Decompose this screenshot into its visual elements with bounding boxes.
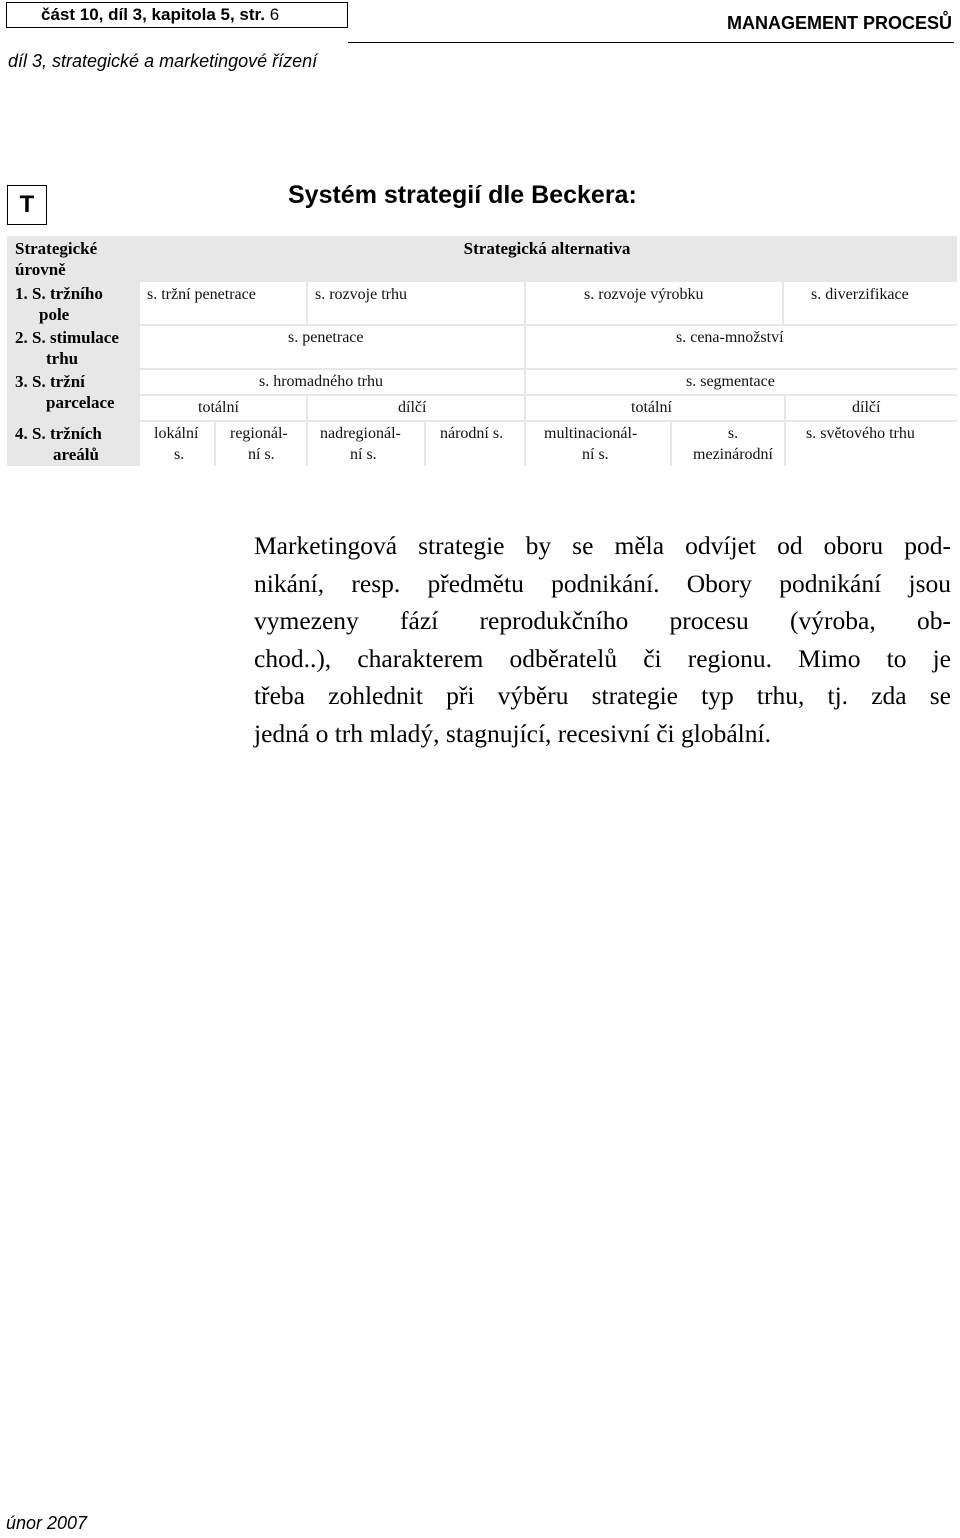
- table-cell: [308, 422, 424, 466]
- cell-line: ní s.: [582, 446, 609, 463]
- becker-strategy-table: [7, 236, 957, 466]
- table-cell: totální: [140, 396, 306, 420]
- cell-line: ní s.: [350, 446, 377, 463]
- row-label-line: 4. S. tržních: [15, 424, 102, 443]
- table-cell: dílčí: [308, 396, 524, 420]
- table-cell: s. segmentace: [526, 370, 957, 394]
- table-cell: s. penetrace: [140, 326, 524, 368]
- table-title: Systém strategií dle Beckera:: [288, 181, 637, 209]
- book-title: MANAGEMENT PROCESŮ: [726, 13, 952, 33]
- cell-line: s.: [727, 425, 739, 442]
- page-number: 6: [269, 5, 280, 24]
- footer-date: únor 2007: [6, 1513, 88, 1533]
- table-cell: s. cena-množství: [526, 326, 957, 368]
- table-cell: [672, 422, 784, 466]
- table-cell: s. diverzifikace: [784, 282, 957, 324]
- row-label-market-stimulation: [7, 326, 137, 370]
- table-cell: [786, 422, 957, 466]
- cell-line: mezinárodní: [693, 446, 773, 463]
- levels-header: [7, 236, 137, 282]
- section-subtitle: díl 3, strategické a marketingové řízení: [8, 51, 318, 71]
- cell-line: regionál-: [230, 425, 288, 442]
- row-label-line: pole: [39, 305, 70, 324]
- paragraph-line: Marketingová strategie by se měla odvíjet od oboru pod-: [254, 531, 951, 560]
- table-cell: [526, 422, 670, 466]
- row-label-line: 3. S. tržní: [15, 372, 85, 391]
- row-label-market-field: [7, 282, 137, 326]
- alternatives-header: Strategická alternativa: [463, 239, 631, 258]
- paragraph-line: vymezeny fází reprodukčního procesu (výroba, ob-: [254, 606, 951, 635]
- cell-line: nadregionál-: [320, 425, 401, 442]
- row-label-line: 1. S. tržního: [15, 284, 103, 303]
- cell-line: s.: [174, 446, 185, 463]
- paragraph-line: třeba zohlednit při výběru strategie typ trhu, tj. zda se: [254, 681, 951, 710]
- table-cell: [426, 422, 524, 466]
- table-cell: s. tržní penetrace: [140, 282, 306, 324]
- table-cell: dílčí: [786, 396, 957, 420]
- cell-line: národní s.: [440, 425, 504, 442]
- table-cell: s. rozvoje výrobku: [526, 282, 782, 324]
- cell-line: multinacionál-: [544, 425, 638, 442]
- table-cell: [216, 422, 306, 466]
- cell-line: ní s.: [248, 446, 275, 463]
- row-label-line: trhu: [46, 349, 79, 368]
- table-cell: totální: [526, 396, 784, 420]
- cell-line: s. světového trhu: [806, 425, 915, 442]
- table-cell: s. hromadného trhu: [140, 370, 524, 394]
- row-label-market-areas: [7, 422, 137, 466]
- levels-header-line-1: Strategické: [15, 239, 98, 258]
- paragraph-line: nikání, resp. předmětu podnikání. Obory podnikání jsou: [254, 568, 951, 598]
- paragraph-line: jedná o trh mladý, stagnující, recesivní či globální.: [254, 718, 771, 748]
- levels-header-line-2: úrovně: [15, 260, 66, 279]
- row-label-line: parcelace: [46, 393, 115, 412]
- row-label-market-parceling: [7, 370, 137, 422]
- header-rule: [348, 42, 954, 43]
- cell-line: lokální: [154, 425, 199, 442]
- body-paragraph: [254, 527, 951, 752]
- row-label-line: 2. S. stimulace: [15, 328, 119, 347]
- paragraph-line: chod..), charakterem odběratelů či regionu. Mimo to je: [254, 643, 951, 673]
- chapter-reference-box: [6, 2, 348, 28]
- chapter-reference: část 10, díl 3, kapitola 5, str.: [41, 5, 265, 24]
- table-cell: s. rozvoje trhu: [308, 282, 524, 324]
- row-label-line: areálů: [53, 445, 99, 464]
- table-cell: [140, 422, 214, 466]
- table-marker: T: [7, 185, 47, 225]
